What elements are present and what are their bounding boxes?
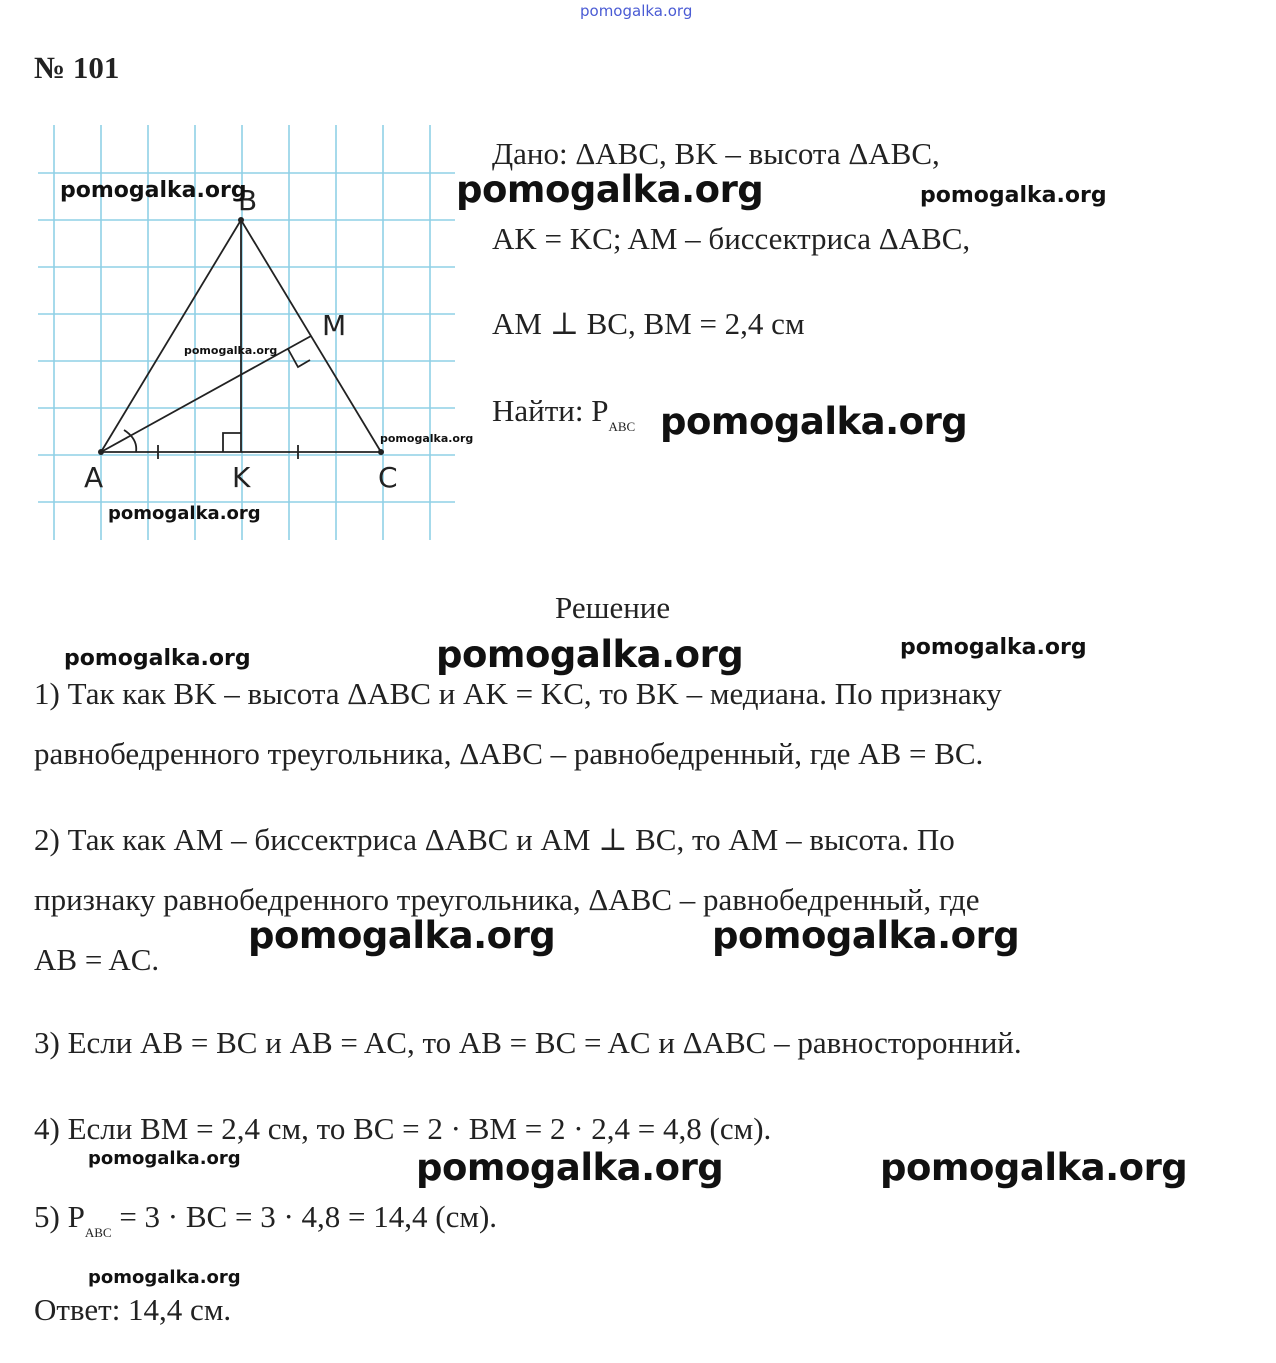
step-1-line-2: равнобедренного треугольника, ΔABC – равнобедренный, где AB = BC. bbox=[34, 736, 984, 771]
answer: Ответ: 14,4 см. bbox=[34, 1292, 232, 1327]
label-m: M bbox=[322, 309, 347, 342]
watermark: pomogalka.org bbox=[380, 432, 474, 445]
step-2-line-2: признаку равнобедренного треугольника, ΔABC – равнобедренный, где bbox=[34, 882, 980, 917]
watermark: pomogalka.org bbox=[108, 503, 261, 524]
step-3: 3) Если AB = BC и AB = AC, то AB = BC = AC и ΔABC – равносторонний. bbox=[34, 1025, 1022, 1060]
step-5-rest: = 3 · BC = 3 · 4,8 = 14,4 (см). bbox=[111, 1199, 498, 1234]
find-subscript: ABC bbox=[608, 419, 636, 434]
label-b: B bbox=[238, 184, 258, 217]
watermark: pomogalka.org bbox=[712, 914, 1020, 957]
watermark: pomogalka.org bbox=[456, 168, 764, 211]
problem-number: № 101 bbox=[34, 50, 120, 85]
right-angle-k bbox=[223, 433, 241, 452]
given-line-3: AM ⊥ BC, BM = 2,4 см bbox=[492, 306, 805, 341]
watermark: pomogalka.org bbox=[660, 400, 968, 443]
right-angle-m bbox=[288, 349, 310, 367]
watermark: pomogalka.org bbox=[248, 914, 556, 957]
watermark: pomogalka.org bbox=[436, 633, 744, 676]
step-5-prefix: 5) P bbox=[34, 1199, 85, 1234]
step-5 bbox=[34, 1199, 497, 1241]
label-k: K bbox=[232, 461, 251, 494]
watermark: pomogalka.org bbox=[184, 344, 278, 357]
step-2-line-3: AB = AC. bbox=[34, 942, 160, 977]
watermark: pomogalka.org bbox=[920, 183, 1107, 208]
find-label: Найти: P bbox=[492, 393, 609, 428]
step-4: 4) Если BM = 2,4 см, то BC = 2 · BM = 2 · 2,4 = 4,8 (см). bbox=[34, 1111, 772, 1146]
given-line-2: AK = KC; AM – биссектриса ΔABC, bbox=[492, 221, 971, 256]
watermark: pomogalka.org bbox=[88, 1148, 241, 1169]
watermark: pomogalka.org bbox=[88, 1267, 241, 1288]
top-watermark: pomogalka.org bbox=[580, 2, 693, 20]
solution-heading: Решение bbox=[555, 590, 671, 625]
watermark: pomogalka.org bbox=[416, 1146, 724, 1189]
watermark: pomogalka.org bbox=[60, 178, 247, 203]
label-a: A bbox=[84, 461, 104, 494]
step-2-line-1: 2) Так как AM – биссектриса ΔABC и AM ⊥ BC, то AM – высота. По bbox=[34, 822, 955, 857]
label-c: C bbox=[378, 461, 398, 494]
watermark: pomogalka.org bbox=[880, 1146, 1188, 1189]
given-line-1: Дано: ΔABC, BK – высота ΔABC, bbox=[492, 136, 940, 171]
watermark: pomogalka.org bbox=[64, 646, 251, 671]
side-ab bbox=[101, 220, 241, 452]
find-line bbox=[492, 393, 635, 435]
step-1-line-1: 1) Так как BK – высота ΔABC и AK = KC, то BK – медиана. По признаку bbox=[34, 676, 1002, 711]
watermark: pomogalka.org bbox=[900, 635, 1087, 660]
step-5-subscript: ABC bbox=[84, 1225, 112, 1240]
